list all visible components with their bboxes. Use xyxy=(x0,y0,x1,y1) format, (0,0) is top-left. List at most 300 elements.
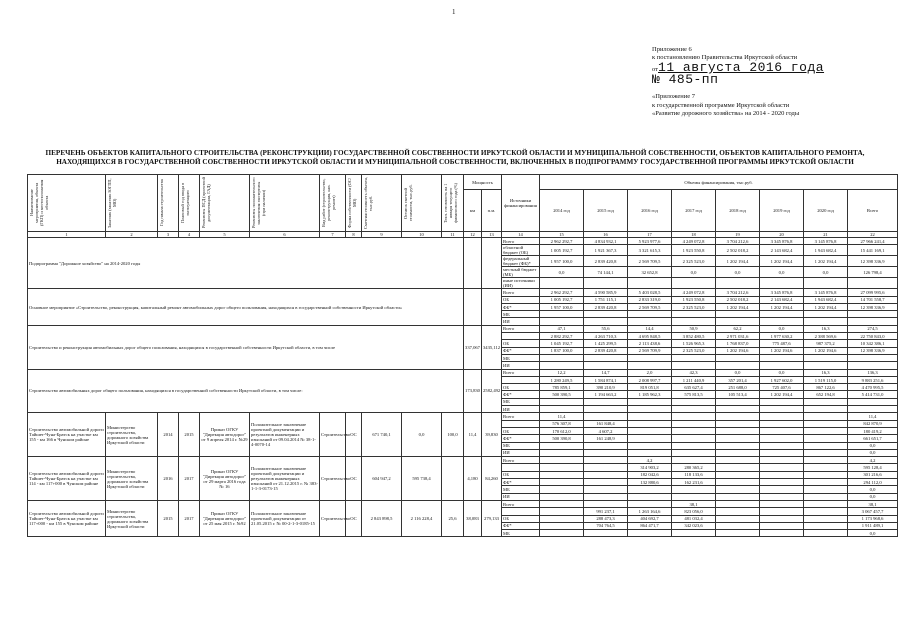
object-psd: Приказ ОГКУ "Дирекция автодорог" от 29 марта 2016 года № 16 xyxy=(200,457,250,501)
funding-value: 404 692,7 xyxy=(628,515,672,522)
funding-value xyxy=(672,457,716,464)
object-expertise: Положительное заключение проектной документации и результатов инженерных изысканий от 21.12.2015 г. № 383-1-1-3-0173-15 xyxy=(250,457,320,501)
funding-value xyxy=(584,471,628,478)
funding-value: 481 032,4 xyxy=(672,515,716,522)
funding-value xyxy=(672,318,716,325)
funding-value xyxy=(584,457,628,464)
column-number: 6 xyxy=(250,232,320,238)
funding-source: ОБ xyxy=(502,340,540,347)
funding-source: ИИ xyxy=(502,362,540,369)
funding-source: МБ xyxy=(502,311,540,318)
header-cell: Реквизиты ПСД (проектной документации, ГАД) xyxy=(201,177,211,229)
funding-source: Всего xyxy=(502,325,540,332)
funding-value xyxy=(672,493,716,500)
funding-value xyxy=(804,362,848,369)
funding-source: ИИ xyxy=(502,406,540,413)
funding-value: 280 365,2 xyxy=(672,464,716,471)
appendix2-line: «Приложение 7 xyxy=(652,93,696,100)
object-name: Строительство автомобильной дороги Тайшет-Чуна-Братск на участке км 117+000 - км 155 в Чунском районе xyxy=(28,500,106,536)
funding-value: 0,0 xyxy=(804,267,848,278)
funding-source: ОБ xyxy=(502,515,540,522)
header-cell: Остаток сметной стоимости, тыс.руб. xyxy=(403,184,413,222)
funding-value: 0,0 xyxy=(716,369,760,376)
funding-value xyxy=(804,471,848,478)
funding-value: 136,3 xyxy=(848,369,898,376)
funding-source xyxy=(502,333,540,340)
column-number: 3 xyxy=(158,232,179,238)
funding-value xyxy=(672,278,716,289)
funding-value: 1 263 164,6 xyxy=(628,508,672,515)
funding-value: 3 321 615,3 xyxy=(628,245,672,256)
funding-value: 595 128,4 xyxy=(848,464,898,471)
funding-value xyxy=(760,442,804,449)
funding-value: 0,0 xyxy=(760,267,804,278)
funding-value: 162 231,6 xyxy=(672,479,716,486)
funding-value xyxy=(628,406,672,413)
funding-value xyxy=(584,413,628,420)
funding-value xyxy=(760,486,804,493)
funding-value xyxy=(716,427,760,434)
funding-value xyxy=(760,362,804,369)
object-start-year: 2016 xyxy=(158,457,179,501)
funding-value xyxy=(848,318,898,325)
section-row xyxy=(28,289,898,296)
column-number: 16 xyxy=(584,232,628,238)
funding-value xyxy=(716,508,760,515)
funding-value: 1 837 100,0 xyxy=(540,347,584,354)
funding-value xyxy=(716,398,760,405)
header-cell: Форма собственности (ОС/МО) xyxy=(347,178,357,228)
column-number: 8 xyxy=(346,232,362,238)
object-customer: Министерство строительства, дорожного хозяйства Иркутской области xyxy=(106,500,158,536)
page-number: 1 xyxy=(452,8,456,16)
column-number: 14 xyxy=(502,232,540,238)
funding-value xyxy=(584,354,628,361)
column-number: 2 xyxy=(106,232,158,238)
funding-value xyxy=(760,479,804,486)
funding-value: 12 398 336,9 xyxy=(848,303,898,310)
funding-value: 2 143 682,4 xyxy=(760,296,804,303)
funding-value: 288 473,3 xyxy=(584,515,628,522)
header-cell: Источники финансирования xyxy=(502,175,540,232)
funding-value xyxy=(628,413,672,420)
appendix2-line: «Развитие дорожного хозяйства» на 2014 - 2020 годы xyxy=(652,110,800,117)
funding-value xyxy=(804,486,848,493)
funding-value: 576 307,8 xyxy=(540,420,584,427)
funding-value xyxy=(672,435,716,442)
funding-value xyxy=(760,406,804,413)
funding-value: 1 202 194,4 xyxy=(804,256,848,267)
funding-value xyxy=(716,493,760,500)
funding-value xyxy=(760,311,804,318)
funding-value: 1 045 192,7 xyxy=(540,340,584,347)
funding-value: 5 403 028,5 xyxy=(628,289,672,296)
funding-source: ИИ xyxy=(502,318,540,325)
appendix-number: № 485-пп xyxy=(652,72,719,87)
column-number: 18 xyxy=(672,232,716,238)
funding-value xyxy=(672,530,716,537)
funding-value: 3 067 457,7 xyxy=(848,508,898,515)
funding-value: 1 280 249,5 xyxy=(540,376,584,383)
funding-value: 2 569 709,5 xyxy=(628,256,672,267)
object-cost: 671 740,1 xyxy=(362,413,402,457)
funding-value: 661 651,7 xyxy=(848,435,898,442)
power-m: 84,260 xyxy=(482,457,502,501)
funding-value xyxy=(804,530,848,537)
appendix-block xyxy=(652,46,824,86)
funding-source xyxy=(502,420,540,427)
power-km: 38,083 xyxy=(464,500,482,536)
header-cell: Мощность xyxy=(464,175,502,190)
funding-value: 775 487,6 xyxy=(760,340,804,347)
funding-value xyxy=(804,493,848,500)
funding-value: 2 143 682,4 xyxy=(760,245,804,256)
section-name: Подпрограмма "Дорожное хозяйство" на 2014-2020 годы xyxy=(28,238,464,289)
funding-value: 10 342 386,1 xyxy=(848,340,898,347)
funding-value: 74 144,1 xyxy=(584,267,628,278)
funding-value xyxy=(716,318,760,325)
funding-value xyxy=(628,493,672,500)
funding-value: 1 923 550,8 xyxy=(672,245,716,256)
funding-value xyxy=(540,318,584,325)
appendix2-block xyxy=(652,93,799,119)
object-expertise: Положительное заключение проектной документации от 21.05.2015 г. № 00-2-1-3-0185-15 xyxy=(250,500,320,536)
funding-value xyxy=(584,449,628,456)
funding-value: 864 471,7 xyxy=(628,522,672,529)
column-number: 5 xyxy=(200,232,250,238)
funding-value xyxy=(540,354,584,361)
funding-value: 785 859,1 xyxy=(540,384,584,391)
funding-value: 2 325 523,0 xyxy=(672,347,716,354)
header-year: 2019 год xyxy=(760,190,804,232)
funding-source: Всего xyxy=(502,457,540,464)
funding-source: МБ xyxy=(502,486,540,493)
column-number: 9 xyxy=(362,232,402,238)
funding-value: 0,0 xyxy=(848,442,898,449)
funding-value: 1 202 194,4 xyxy=(804,303,848,310)
object-ownership: ОС xyxy=(346,500,362,536)
object-customer: Министерство строительства, дорожного хозяйства Иркутской области xyxy=(106,457,158,501)
funding-value xyxy=(672,427,716,434)
column-number: 21 xyxy=(804,232,848,238)
funding-value: 1 005 192,7 xyxy=(540,245,584,256)
power-m xyxy=(482,289,502,325)
funding-source: ФБ* xyxy=(502,435,540,442)
funding-value xyxy=(584,493,628,500)
power-km xyxy=(464,238,482,289)
funding-source: МБ xyxy=(502,354,540,361)
header-year: Всего xyxy=(848,190,898,232)
object-remaining-cost: 595 738,4 xyxy=(402,457,442,501)
object-cost: 604 947,2 xyxy=(362,457,402,501)
column-number: 22 xyxy=(848,232,898,238)
funding-value: 170 612,0 xyxy=(540,427,584,434)
funding-value xyxy=(540,530,584,537)
section-name: Строительство автомобильных дорог общего пользования, находящихся в государственной собственности Иркутской области, в том числе: xyxy=(28,369,464,413)
funding-value: 16,3 xyxy=(804,369,848,376)
funding-value xyxy=(804,464,848,471)
header-cell: Техн. готовность на 1 января текущего финансового года (%) xyxy=(443,183,458,223)
funding-value: 38,1 xyxy=(672,500,716,507)
appendix2-line: к государственной программе Иркутской области xyxy=(652,101,790,109)
funding-value xyxy=(716,530,760,537)
object-work-type: Строительство xyxy=(320,413,346,457)
funding-value: 27 099 995,6 xyxy=(848,289,898,296)
funding-value: 1 977 630,2 xyxy=(760,333,804,340)
object-name: Строительство автомобильной дороги Тайшет-Чуна-Братск на участке км 155 - км 166 в Чунском районе xyxy=(28,413,106,457)
object-readiness: 25,6 xyxy=(442,500,464,536)
funding-value: 1 194 663,2 xyxy=(584,391,628,398)
object-cost: 2 843 898,5 xyxy=(362,500,402,536)
funding-value xyxy=(760,354,804,361)
funding-value xyxy=(540,406,584,413)
funding-value: 4 470 995,5 xyxy=(848,384,898,391)
funding-value: 301 216,6 xyxy=(848,471,898,478)
funding-value: 105 513,4 xyxy=(716,391,760,398)
funding-source: местный бюджет (МБ) xyxy=(502,267,540,278)
power-km xyxy=(464,289,482,325)
funding-source: федеральный бюджет (ФБ)* xyxy=(502,256,540,267)
funding-value xyxy=(716,522,760,529)
funding-value xyxy=(672,362,716,369)
funding-value xyxy=(804,435,848,442)
funding-value xyxy=(760,530,804,537)
funding-value: 1 173 968,6 xyxy=(848,515,898,522)
funding-value xyxy=(540,464,584,471)
funding-value xyxy=(760,318,804,325)
object-end-year: 2017 xyxy=(179,500,200,536)
funding-source: ФБ* xyxy=(502,479,540,486)
funding-value xyxy=(760,522,804,529)
funding-value: 3 145 876,8 xyxy=(804,289,848,296)
section-row xyxy=(28,369,898,376)
funding-value: 15 441 169,1 xyxy=(848,245,898,256)
funding-value: 2 839 420,8 xyxy=(584,303,628,310)
funding-value: 0,0 xyxy=(540,267,584,278)
funding-value: 1 927 602,0 xyxy=(760,376,804,383)
section-row xyxy=(28,325,898,332)
funding-value: 842 870,9 xyxy=(848,420,898,427)
funding-value: 4,2 xyxy=(848,457,898,464)
funding-value: 0,0 xyxy=(848,486,898,493)
funding-value xyxy=(804,311,848,318)
power-km: 11,4 xyxy=(464,413,482,457)
funding-source: Всего xyxy=(502,369,540,376)
funding-value xyxy=(760,508,804,515)
object-row xyxy=(28,413,898,420)
funding-value xyxy=(760,457,804,464)
funding-value: 4 263 710,3 xyxy=(584,333,628,340)
funding-value xyxy=(760,398,804,405)
funding-value xyxy=(716,471,760,478)
funding-value xyxy=(760,493,804,500)
funding-value xyxy=(628,449,672,456)
funding-value xyxy=(540,522,584,529)
funding-value: 1 943 682,4 xyxy=(804,245,848,256)
funding-value: 500 390,5 xyxy=(540,391,584,398)
funding-value: 1 519 115,0 xyxy=(804,376,848,383)
funding-source: ИИ xyxy=(502,449,540,456)
funding-source: ФБ* xyxy=(502,391,540,398)
funding-value: 12,2 xyxy=(540,369,584,376)
funding-value xyxy=(584,530,628,537)
funding-value xyxy=(716,464,760,471)
object-work-type: Строительство xyxy=(320,500,346,536)
funding-value: 251 688,0 xyxy=(716,384,760,391)
funding-value: 4 695 848,5 xyxy=(628,333,672,340)
funding-value: 2 971 031,6 xyxy=(716,333,760,340)
funding-value xyxy=(540,442,584,449)
funding-value: 0,0 xyxy=(848,493,898,500)
column-number: 7 xyxy=(320,232,346,238)
funding-value: 16,3 xyxy=(804,325,848,332)
funding-value: 14,4 xyxy=(628,325,672,332)
funding-value xyxy=(716,449,760,456)
funding-value xyxy=(760,413,804,420)
funding-value xyxy=(848,398,898,405)
funding-value xyxy=(804,406,848,413)
funding-value: 1 425 299,5 xyxy=(584,340,628,347)
objects-table xyxy=(27,174,898,537)
funding-value xyxy=(628,354,672,361)
power-km: 4,180 xyxy=(464,457,482,501)
header-cell: Плановый год ввода в эксплуатацию xyxy=(180,182,190,224)
funding-value: 1 005 192,7 xyxy=(540,296,584,303)
funding-value: 4 590 585,9 xyxy=(584,289,628,296)
funding-value xyxy=(628,530,672,537)
appendix-from: от xyxy=(652,66,659,73)
object-row xyxy=(28,457,898,464)
object-readiness: 100,0 xyxy=(442,413,464,457)
funding-value: 2 569 709,9 xyxy=(628,347,672,354)
funding-value: 1 957 100,0 xyxy=(540,303,584,310)
funding-value: 1 202 194,6 xyxy=(716,347,760,354)
funding-value: 27 966 241,4 xyxy=(848,238,898,245)
header-year: 2014 год xyxy=(540,190,584,232)
header-year: 2020 год xyxy=(804,190,848,232)
funding-value xyxy=(804,413,848,420)
funding-value: 2 882 292,7 xyxy=(540,333,584,340)
funding-value: 2 325 523,0 xyxy=(672,256,716,267)
section-name: Строительство и реконструкция автомобильных дорог общего пользования, находящихся в государственной собственности Иркутской области, в том числе xyxy=(28,325,464,369)
funding-value xyxy=(760,449,804,456)
funding-value: 12 398 336,9 xyxy=(848,256,898,267)
funding-value xyxy=(804,442,848,449)
object-ownership: ОС xyxy=(346,457,362,501)
funding-value: 725 407,6 xyxy=(760,384,804,391)
funding-value: 38,1 xyxy=(848,500,898,507)
header-cell: Год начала строительства xyxy=(159,179,164,227)
funding-value: 55,6 xyxy=(584,325,628,332)
funding-value: 2 388 569,6 xyxy=(804,333,848,340)
funding-value: 11,4 xyxy=(848,413,898,420)
funding-value: 1 202 194,6 xyxy=(804,347,848,354)
funding-value: 0,0 xyxy=(760,369,804,376)
power-m: 3435,112 xyxy=(482,325,502,369)
funding-source: ИИ xyxy=(502,493,540,500)
funding-value xyxy=(584,318,628,325)
funding-value xyxy=(716,354,760,361)
funding-value: 390 210,9 xyxy=(584,384,628,391)
column-number: 17 xyxy=(628,232,672,238)
funding-value xyxy=(716,278,760,289)
column-number: 12 xyxy=(464,232,482,238)
object-remaining-cost: 0,0 xyxy=(402,413,442,457)
funding-value: 0,0 xyxy=(848,530,898,537)
funding-value xyxy=(672,354,716,361)
funding-source: ОБ xyxy=(502,384,540,391)
funding-value xyxy=(804,427,848,434)
funding-value: 14,7 xyxy=(584,369,628,376)
funding-value xyxy=(804,354,848,361)
header-year: 2017 год xyxy=(672,190,716,232)
funding-value xyxy=(848,362,898,369)
funding-source: Всего xyxy=(502,413,540,420)
funding-value: 11,4 xyxy=(540,413,584,420)
funding-source: Всего xyxy=(502,238,540,245)
funding-value xyxy=(760,500,804,507)
funding-value: 4 249 072,8 xyxy=(672,238,716,245)
funding-value xyxy=(628,427,672,434)
funding-value: 1 526 965,3 xyxy=(672,340,716,347)
funding-source: ОБ xyxy=(502,296,540,303)
funding-value xyxy=(540,479,584,486)
funding-value xyxy=(584,486,628,493)
appendix-line: Приложение 6 xyxy=(652,46,692,53)
funding-value: 1 202 194,4 xyxy=(760,256,804,267)
funding-value xyxy=(628,278,672,289)
funding-value xyxy=(672,413,716,420)
funding-value xyxy=(716,442,760,449)
funding-value xyxy=(804,398,848,405)
funding-value: 2,0 xyxy=(628,369,672,376)
column-number: 19 xyxy=(716,232,760,238)
appendix-date: 11 августа 2016 года xyxy=(658,60,825,75)
header-year: 2018 год xyxy=(716,190,760,232)
header-cell: Заказчик (заказчик ЮГПП, МО) xyxy=(107,178,117,228)
funding-value xyxy=(716,406,760,413)
object-readiness xyxy=(442,457,464,501)
object-row xyxy=(28,500,898,507)
funding-value xyxy=(540,486,584,493)
funding-value xyxy=(628,420,672,427)
header-cell: Объемы финансирования, тыс.руб. xyxy=(540,175,898,190)
funding-value xyxy=(804,278,848,289)
funding-value: 0,0 xyxy=(672,267,716,278)
funding-value: 3 704 212,6 xyxy=(716,289,760,296)
funding-value xyxy=(672,311,716,318)
funding-value: 1 911 489,1 xyxy=(848,522,898,529)
funding-value xyxy=(672,442,716,449)
funding-value xyxy=(584,500,628,507)
funding-value: 3 145 876,8 xyxy=(804,238,848,245)
funding-value: 1 921 367,3 xyxy=(584,245,628,256)
funding-value: 991 237,1 xyxy=(584,508,628,515)
funding-value xyxy=(716,420,760,427)
funding-value xyxy=(716,362,760,369)
funding-value xyxy=(540,398,584,405)
funding-value xyxy=(628,311,672,318)
object-psd: Приказ ОГКУ "Дирекция автодорог" от 9 апреля 2014 г. №29 xyxy=(200,413,250,457)
funding-value xyxy=(628,486,672,493)
funding-value xyxy=(540,515,584,522)
funding-value: 357 201,4 xyxy=(716,376,760,383)
funding-value: 2 962 292,7 xyxy=(540,238,584,245)
funding-source: Всего xyxy=(502,500,540,507)
funding-value xyxy=(760,471,804,478)
funding-source xyxy=(502,464,540,471)
funding-value xyxy=(584,398,628,405)
